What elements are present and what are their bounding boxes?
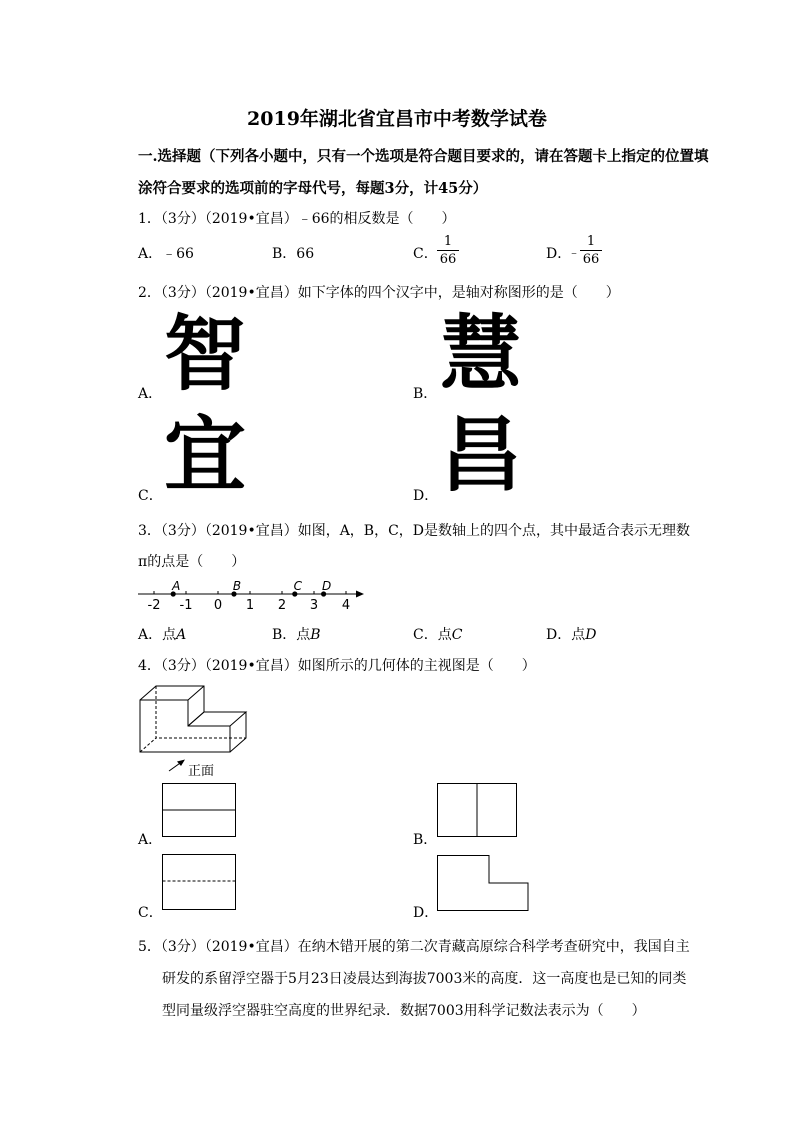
solid-right-edges	[230, 712, 246, 752]
q2-option-c-label: C．	[138, 488, 163, 504]
number-line-tick-label: -1	[179, 598, 193, 613]
q1-option-d-sign: ﹣	[568, 245, 581, 259]
q1-option-b: B．66	[272, 246, 315, 262]
number-line-tick-label: -2	[147, 598, 161, 613]
q3-option-c	[413, 624, 462, 644]
section-heading-line-2: 涂符合要求的选项前的字母代号，每题3分，计45分）	[138, 180, 488, 197]
fraction-bar	[437, 250, 459, 251]
q3-option-a-label: A．点	[138, 627, 177, 643]
solid-edge	[188, 686, 204, 700]
q2-option-b-label: B．	[413, 386, 438, 402]
q3-option-d	[546, 624, 596, 644]
q2-option-d-label: D．	[413, 488, 439, 504]
question-2-stem: 2．（3分）（2019•宜昌）如下字体的四个汉字中，是轴对称图形的是（ ）	[138, 285, 620, 301]
q2-option-a-label: A．	[138, 386, 163, 402]
question-3-stem-line-2: π的点是（ ）	[138, 554, 246, 570]
number-line-tick-label: 2	[277, 598, 287, 613]
q3-option-d-var: D	[585, 627, 597, 643]
q3-option-a	[138, 624, 186, 644]
number-line-tick-label: 0	[213, 598, 223, 613]
question-5-stem-line-1: 5．（3分）（2019•宜昌）在纳木错开展的第二次青藏高原综合科学考查研究中，我国自主	[138, 939, 690, 955]
number-line-arrow	[356, 591, 364, 598]
q4-option-c-figure	[162, 854, 238, 912]
q1-option-c-label: C．	[413, 246, 438, 262]
solid-hidden-edge	[140, 738, 156, 752]
q2-option-d-glyph: 昌	[440, 408, 523, 503]
number-line-point-label: D	[321, 579, 332, 593]
q4-option-b-label: B．	[413, 832, 438, 848]
q2-option-a-glyph: 智	[164, 307, 247, 402]
q2-option-c-glyph: 宜	[164, 408, 247, 503]
question-4-stem: 4．（3分）（2019•宜昌）如图所示的几何体的主视图是（ ）	[138, 658, 536, 674]
number-line-point-label: C	[293, 579, 302, 593]
q1-option-d-label: D．	[546, 246, 572, 262]
question-1-stem: 1．（3分）（2019•宜昌）﹣66的相反数是（ ）	[138, 211, 456, 227]
q3-option-b	[272, 624, 321, 644]
q3-option-c-var: C	[451, 627, 463, 643]
q1-option-a: A．﹣66	[138, 246, 194, 262]
question-5-stem-line-3: 型同量级浮空器驻空高度的世界纪录．数据7003用科学记数法表示为（ ）	[162, 1003, 646, 1019]
number-line-tick-label: 4	[341, 598, 351, 613]
q4-d-outline	[438, 856, 529, 911]
q3-option-d-label: D．点	[546, 627, 586, 643]
number-line-point-label: B	[232, 579, 242, 593]
number-line-tick-label: 1	[245, 598, 255, 613]
q3-option-b-var: B	[310, 627, 321, 643]
q1-option-d-fraction	[580, 234, 602, 267]
solid-step-top	[188, 712, 246, 726]
q4-option-c-label: C．	[138, 905, 163, 921]
solid-front-face	[140, 700, 230, 752]
page-title: 2019年湖北省宜昌市中考数学试卷	[247, 108, 547, 130]
q3-option-c-label: C．点	[413, 627, 452, 643]
q1-option-d-denominator: 66	[582, 252, 600, 267]
number-line-point-label: A	[172, 579, 181, 593]
section-heading-line-1: 一.选择题（下列各小题中，只有一个选项是符合题目要求的，请在答题卡上指定的位置填	[138, 148, 709, 165]
q1-option-c-denominator: 66	[439, 252, 457, 267]
q2-option-b-glyph: 慧	[440, 307, 523, 402]
q3-option-b-label: B．点	[272, 627, 311, 643]
fraction-bar	[580, 250, 602, 251]
number-line-tick-label: 3	[309, 598, 319, 613]
q1-option-c-fraction	[437, 234, 459, 267]
q4-option-a-figure	[162, 783, 238, 839]
question-3-stem-line-1: 3．（3分）（2019•宜昌）如图，A，B，C，D是数轴上的四个点，其中最适合表示无理数	[138, 523, 691, 539]
q4-c-outline	[163, 855, 236, 910]
q4-option-d-label: D．	[413, 905, 439, 921]
q3-option-a-var: A	[176, 627, 187, 643]
q4-option-a-label: A．	[138, 832, 163, 848]
q1-option-c-numerator: 1	[443, 234, 453, 249]
number-line-figure	[130, 572, 370, 616]
q4-option-d-figure	[437, 855, 531, 913]
front-view-label: 正面	[188, 764, 215, 779]
q4-option-b-figure	[437, 783, 519, 839]
question-5-stem-line-2: 研发的系留浮空器于5月23日凌晨达到海拔7003米的高度．这一高度也是已知的同类	[162, 971, 687, 987]
q1-option-d-numerator: 1	[586, 234, 596, 249]
